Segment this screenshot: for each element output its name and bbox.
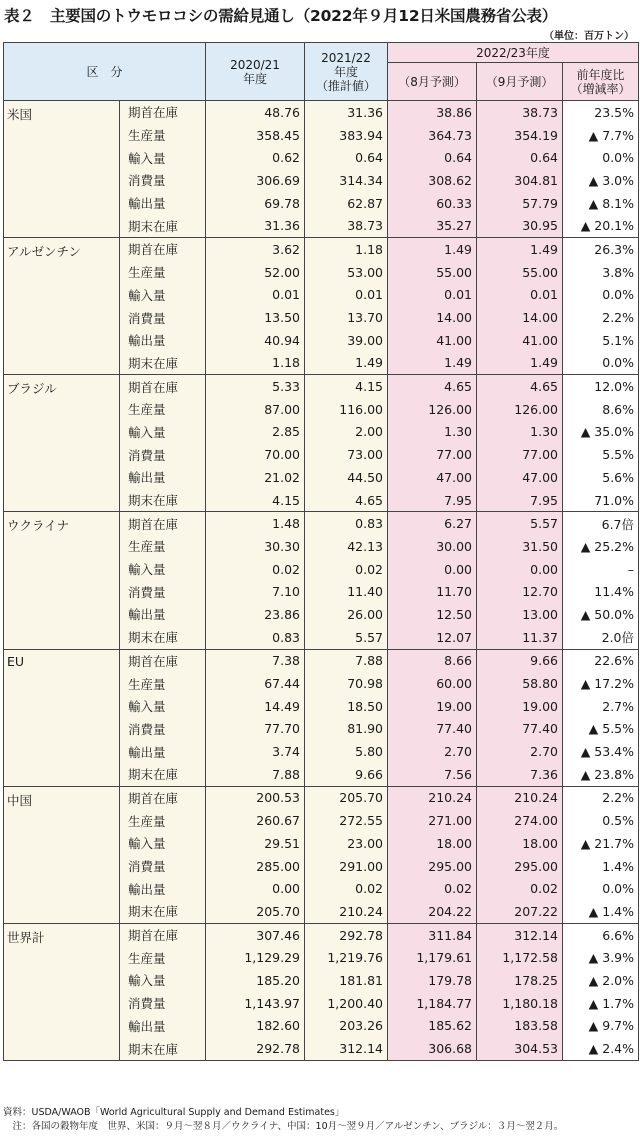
row-item: 生産量 xyxy=(120,398,206,421)
value-yoy: ▲ 5.5% xyxy=(563,718,639,741)
row-item: 期末在庫 xyxy=(120,214,206,237)
value-sep-forecast: 55.00 xyxy=(477,261,563,284)
row-item: 消費量 xyxy=(120,306,206,329)
value-2021-22: 383.94 xyxy=(305,124,388,147)
value-2021-22: 1,219.76 xyxy=(305,946,388,969)
value-yoy: ▲ 1.7% xyxy=(563,992,639,1015)
value-2020-21: 205.70 xyxy=(206,900,305,923)
value-2020-21: 23.86 xyxy=(206,603,305,626)
supply-demand-table xyxy=(3,42,639,1061)
value-yoy: ▲ 3.0% xyxy=(563,169,639,192)
value-2020-21: 77.70 xyxy=(206,718,305,741)
value-sep-forecast: 183.58 xyxy=(477,1015,563,1038)
value-yoy: 26.3% xyxy=(563,238,639,261)
value-2021-22: 314.34 xyxy=(305,169,388,192)
row-item: 生産量 xyxy=(120,535,206,558)
value-2021-22: 1.18 xyxy=(305,238,388,261)
value-2020-21: 306.69 xyxy=(206,169,305,192)
table-row xyxy=(4,786,639,809)
row-item: 期首在庫 xyxy=(120,786,206,809)
value-2020-21: 260.67 xyxy=(206,809,305,832)
value-aug-forecast: 18.00 xyxy=(388,832,477,855)
value-aug-forecast: 210.24 xyxy=(388,786,477,809)
row-item: 輸出量 xyxy=(120,329,206,352)
table-row xyxy=(4,238,639,261)
value-2020-21: 52.00 xyxy=(206,261,305,284)
value-aug-forecast: 0.64 xyxy=(388,146,477,169)
value-aug-forecast: 306.68 xyxy=(388,1037,477,1060)
value-sep-forecast: 1,172.58 xyxy=(477,946,563,969)
value-sep-forecast: 5.57 xyxy=(477,512,563,535)
value-aug-forecast: 60.00 xyxy=(388,672,477,695)
value-2020-21: 0.62 xyxy=(206,146,305,169)
value-sep-forecast: 1,180.18 xyxy=(477,992,563,1015)
value-2021-22: 312.14 xyxy=(305,1037,388,1060)
value-2021-22: 1.49 xyxy=(305,352,388,375)
value-yoy: 2.2% xyxy=(563,786,639,809)
value-2020-21: 69.78 xyxy=(206,192,305,215)
row-item: 期末在庫 xyxy=(120,1037,206,1060)
row-item: 輸入量 xyxy=(120,832,206,855)
row-item: 輸出量 xyxy=(120,192,206,215)
value-aug-forecast: 1.30 xyxy=(388,421,477,444)
value-yoy: ▲ 8.1% xyxy=(563,192,639,215)
value-sep-forecast: 7.95 xyxy=(477,489,563,512)
row-item: 期末在庫 xyxy=(120,352,206,375)
value-2021-22: 2.00 xyxy=(305,421,388,444)
row-item: 消費量 xyxy=(120,992,206,1015)
value-2021-22: 26.00 xyxy=(305,603,388,626)
row-item: 期末在庫 xyxy=(120,763,206,786)
value-yoy: 0.0% xyxy=(563,284,639,307)
value-sep-forecast: 0.64 xyxy=(477,146,563,169)
value-yoy: ▲ 2.0% xyxy=(563,969,639,992)
value-2021-22: 23.00 xyxy=(305,832,388,855)
value-2021-22: 18.50 xyxy=(305,695,388,718)
value-2020-21: 13.50 xyxy=(206,306,305,329)
row-item: 消費量 xyxy=(120,169,206,192)
value-sep-forecast: 30.95 xyxy=(477,214,563,237)
value-2020-21: 21.02 xyxy=(206,466,305,489)
value-sep-forecast: 9.66 xyxy=(477,649,563,672)
value-2020-21: 7.88 xyxy=(206,763,305,786)
row-item: 輸出量 xyxy=(120,1015,206,1038)
value-aug-forecast: 77.40 xyxy=(388,718,477,741)
value-2020-21: 307.46 xyxy=(206,923,305,946)
value-2020-21: 0.01 xyxy=(206,284,305,307)
value-yoy: ▲ 50.0% xyxy=(563,603,639,626)
value-aug-forecast: 41.00 xyxy=(388,329,477,352)
value-2020-21: 14.49 xyxy=(206,695,305,718)
value-sep-forecast: 1.30 xyxy=(477,421,563,444)
value-sep-forecast: 126.00 xyxy=(477,398,563,421)
value-yoy: 12.0% xyxy=(563,375,639,398)
value-2020-21: 48.76 xyxy=(206,101,305,124)
value-2021-22: 1,200.40 xyxy=(305,992,388,1015)
value-yoy: ▲ 1.4% xyxy=(563,900,639,923)
value-2020-21: 358.45 xyxy=(206,124,305,147)
value-sep-forecast: 41.00 xyxy=(477,329,563,352)
value-sep-forecast: 58.80 xyxy=(477,672,563,695)
value-sep-forecast: 354.19 xyxy=(477,124,563,147)
value-aug-forecast: 295.00 xyxy=(388,855,477,878)
value-sep-forecast: 210.24 xyxy=(477,786,563,809)
value-2021-22: 0.02 xyxy=(305,558,388,581)
value-aug-forecast: 1.49 xyxy=(388,352,477,375)
row-item: 輸入量 xyxy=(120,558,206,581)
value-yoy: 71.0% xyxy=(563,489,639,512)
value-aug-forecast: 47.00 xyxy=(388,466,477,489)
value-2021-22: 272.55 xyxy=(305,809,388,832)
value-aug-forecast: 185.62 xyxy=(388,1015,477,1038)
row-item: 消費量 xyxy=(120,718,206,741)
row-item: 期末在庫 xyxy=(120,900,206,923)
row-item: 生産量 xyxy=(120,946,206,969)
row-item: 輸入量 xyxy=(120,969,206,992)
source-note: 資料：USDA/WAOB「World Agricultural Supply and Demand Estimates」 xyxy=(3,1107,345,1118)
value-aug-forecast: 204.22 xyxy=(388,900,477,923)
value-2020-21: 2.85 xyxy=(206,421,305,444)
value-yoy: 0.0% xyxy=(563,877,639,900)
value-aug-forecast: 11.70 xyxy=(388,580,477,603)
value-sep-forecast: 77.00 xyxy=(477,443,563,466)
header-2020-21: 2020/21 年度 xyxy=(206,43,305,101)
value-sep-forecast: 1.49 xyxy=(477,238,563,261)
value-2021-22: 73.00 xyxy=(305,443,388,466)
row-item: 輸出量 xyxy=(120,603,206,626)
value-2020-21: 30.30 xyxy=(206,535,305,558)
value-yoy: 2.2% xyxy=(563,306,639,329)
unit-label: （単位：百万トン） xyxy=(544,31,634,42)
value-2021-22: 4.15 xyxy=(305,375,388,398)
value-sep-forecast: 178.25 xyxy=(477,969,563,992)
value-2020-21: 285.00 xyxy=(206,855,305,878)
value-2021-22: 70.98 xyxy=(305,672,388,695)
value-aug-forecast: 1.49 xyxy=(388,238,477,261)
value-2020-21: 0.00 xyxy=(206,877,305,900)
value-yoy: 6.6% xyxy=(563,923,639,946)
table-row xyxy=(4,101,639,124)
value-2021-22: 5.80 xyxy=(305,740,388,763)
value-2020-21: 1.48 xyxy=(206,512,305,535)
row-item: 生産量 xyxy=(120,809,206,832)
value-sep-forecast: 19.00 xyxy=(477,695,563,718)
value-yoy: 2.0倍 xyxy=(563,626,639,649)
row-item: 期末在庫 xyxy=(120,489,206,512)
value-yoy: 6.7倍 xyxy=(563,512,639,535)
country-label: EU xyxy=(4,649,120,786)
value-2020-21: 182.60 xyxy=(206,1015,305,1038)
value-2020-21: 4.15 xyxy=(206,489,305,512)
table-row xyxy=(4,375,639,398)
value-2021-22: 44.50 xyxy=(305,466,388,489)
value-sep-forecast: 57.79 xyxy=(477,192,563,215)
value-2020-21: 292.78 xyxy=(206,1037,305,1060)
value-2020-21: 67.44 xyxy=(206,672,305,695)
value-yoy: 8.6% xyxy=(563,398,639,421)
row-item: 生産量 xyxy=(120,124,206,147)
row-item: 消費量 xyxy=(120,580,206,603)
country-label: ブラジル xyxy=(4,375,120,512)
value-sep-forecast: 18.00 xyxy=(477,832,563,855)
value-2020-21: 5.33 xyxy=(206,375,305,398)
row-item: 輸入量 xyxy=(120,146,206,169)
value-2020-21: 7.38 xyxy=(206,649,305,672)
value-aug-forecast: 19.00 xyxy=(388,695,477,718)
row-item: 生産量 xyxy=(120,261,206,284)
table-row xyxy=(4,923,639,946)
value-aug-forecast: 6.27 xyxy=(388,512,477,535)
value-2020-21: 7.10 xyxy=(206,580,305,603)
value-aug-forecast: 311.84 xyxy=(388,923,477,946)
value-2021-22: 205.70 xyxy=(305,786,388,809)
value-aug-forecast: 271.00 xyxy=(388,809,477,832)
value-sep-forecast: 304.53 xyxy=(477,1037,563,1060)
header-2022-23: 2022/23年度 xyxy=(388,43,639,63)
value-2020-21: 1,143.97 xyxy=(206,992,305,1015)
value-aug-forecast: 12.07 xyxy=(388,626,477,649)
value-yoy: 0.0% xyxy=(563,352,639,375)
value-2021-22: 210.24 xyxy=(305,900,388,923)
header-sep-forecast: （9月予測） xyxy=(477,63,563,101)
value-2021-22: 31.36 xyxy=(305,101,388,124)
value-2020-21: 3.62 xyxy=(206,238,305,261)
value-aug-forecast: 55.00 xyxy=(388,261,477,284)
value-2021-22: 0.01 xyxy=(305,284,388,307)
value-yoy: ▲ 17.2% xyxy=(563,672,639,695)
value-sep-forecast: 7.36 xyxy=(477,763,563,786)
value-aug-forecast: 364.73 xyxy=(388,124,477,147)
value-yoy: 3.8% xyxy=(563,261,639,284)
row-item: 消費量 xyxy=(120,855,206,878)
value-aug-forecast: 0.01 xyxy=(388,284,477,307)
country-label: アルゼンチン xyxy=(4,238,120,375)
value-2021-22: 292.78 xyxy=(305,923,388,946)
value-sep-forecast: 4.65 xyxy=(477,375,563,398)
value-sep-forecast: 2.70 xyxy=(477,740,563,763)
row-item: 期首在庫 xyxy=(120,375,206,398)
value-aug-forecast: 4.65 xyxy=(388,375,477,398)
value-yoy: ▲ 25.2% xyxy=(563,535,639,558)
value-2021-22: 291.00 xyxy=(305,855,388,878)
value-sep-forecast: 31.50 xyxy=(477,535,563,558)
row-item: 期末在庫 xyxy=(120,626,206,649)
value-2020-21: 0.83 xyxy=(206,626,305,649)
value-yoy: 0.0% xyxy=(563,146,639,169)
table-row xyxy=(4,649,639,672)
value-yoy: ▲ 20.1% xyxy=(563,214,639,237)
value-2021-22: 39.00 xyxy=(305,329,388,352)
value-sep-forecast: 207.22 xyxy=(477,900,563,923)
row-item: 期首在庫 xyxy=(120,238,206,261)
row-item: 生産量 xyxy=(120,672,206,695)
value-yoy: ▲ 2.4% xyxy=(563,1037,639,1060)
value-2020-21: 0.02 xyxy=(206,558,305,581)
value-2021-22: 0.64 xyxy=(305,146,388,169)
value-sep-forecast: 11.37 xyxy=(477,626,563,649)
value-aug-forecast: 0.00 xyxy=(388,558,477,581)
value-2020-21: 200.53 xyxy=(206,786,305,809)
value-aug-forecast: 14.00 xyxy=(388,306,477,329)
value-2021-22: 9.66 xyxy=(305,763,388,786)
value-yoy: 5.6% xyxy=(563,466,639,489)
header-yoy: 前年度比 （増減率） xyxy=(563,63,639,101)
value-sep-forecast: 77.40 xyxy=(477,718,563,741)
value-aug-forecast: 179.78 xyxy=(388,969,477,992)
value-2021-22: 13.70 xyxy=(305,306,388,329)
header-aug-forecast: （8月予測） xyxy=(388,63,477,101)
footnotes xyxy=(3,1106,563,1134)
value-yoy: ▲ 3.9% xyxy=(563,946,639,969)
value-2020-21: 31.36 xyxy=(206,214,305,237)
value-2021-22: 11.40 xyxy=(305,580,388,603)
value-2021-22: 42.13 xyxy=(305,535,388,558)
value-sep-forecast: 304.81 xyxy=(477,169,563,192)
value-yoy: 23.5% xyxy=(563,101,639,124)
value-sep-forecast: 13.00 xyxy=(477,603,563,626)
value-2020-21: 185.20 xyxy=(206,969,305,992)
row-item: 期首在庫 xyxy=(120,101,206,124)
value-aug-forecast: 308.62 xyxy=(388,169,477,192)
value-aug-forecast: 1,179.61 xyxy=(388,946,477,969)
value-aug-forecast: 1,184.77 xyxy=(388,992,477,1015)
value-2020-21: 70.00 xyxy=(206,443,305,466)
value-sep-forecast: 274.00 xyxy=(477,809,563,832)
row-item: 期首在庫 xyxy=(120,512,206,535)
value-yoy: ▲ 9.7% xyxy=(563,1015,639,1038)
row-item: 期首在庫 xyxy=(120,649,206,672)
value-yoy: ▲ 53.4% xyxy=(563,740,639,763)
value-2021-22: 181.81 xyxy=(305,969,388,992)
value-sep-forecast: 295.00 xyxy=(477,855,563,878)
value-sep-forecast: 0.01 xyxy=(477,284,563,307)
value-aug-forecast: 7.56 xyxy=(388,763,477,786)
value-yoy: ▲ 35.0% xyxy=(563,421,639,444)
value-aug-forecast: 35.27 xyxy=(388,214,477,237)
value-2021-22: 4.65 xyxy=(305,489,388,512)
value-sep-forecast: 38.73 xyxy=(477,101,563,124)
value-sep-forecast: 47.00 xyxy=(477,466,563,489)
value-aug-forecast: 12.50 xyxy=(388,603,477,626)
value-2020-21: 1,129.29 xyxy=(206,946,305,969)
value-2021-22: 0.02 xyxy=(305,877,388,900)
country-label: ウクライナ xyxy=(4,512,120,649)
row-item: 輸出量 xyxy=(120,877,206,900)
country-label: 中国 xyxy=(4,786,120,923)
value-2020-21: 87.00 xyxy=(206,398,305,421)
value-2021-22: 0.83 xyxy=(305,512,388,535)
header-2021-22: 2021/22 年度 （推計値） xyxy=(305,43,388,101)
value-2021-22: 81.90 xyxy=(305,718,388,741)
value-sep-forecast: 1.49 xyxy=(477,352,563,375)
table-body xyxy=(4,101,639,1061)
value-2021-22: 38.73 xyxy=(305,214,388,237)
value-2020-21: 1.18 xyxy=(206,352,305,375)
row-item: 輸出量 xyxy=(120,740,206,763)
value-aug-forecast: 77.00 xyxy=(388,443,477,466)
value-yoy: ▲ 7.7% xyxy=(563,124,639,147)
value-yoy: 5.5% xyxy=(563,443,639,466)
table-row xyxy=(4,512,639,535)
value-sep-forecast: 312.14 xyxy=(477,923,563,946)
value-yoy: ▲ 21.7% xyxy=(563,832,639,855)
value-yoy: ▲ 23.8% xyxy=(563,763,639,786)
value-2021-22: 203.26 xyxy=(305,1015,388,1038)
value-yoy: 22.6% xyxy=(563,649,639,672)
value-2020-21: 29.51 xyxy=(206,832,305,855)
row-item: 輸入量 xyxy=(120,284,206,307)
value-2021-22: 7.88 xyxy=(305,649,388,672)
value-yoy: 11.4% xyxy=(563,580,639,603)
value-yoy: 5.1% xyxy=(563,329,639,352)
value-aug-forecast: 126.00 xyxy=(388,398,477,421)
value-2021-22: 5.57 xyxy=(305,626,388,649)
value-aug-forecast: 0.02 xyxy=(388,877,477,900)
value-aug-forecast: 38.86 xyxy=(388,101,477,124)
value-sep-forecast: 0.00 xyxy=(477,558,563,581)
row-item: 輸入量 xyxy=(120,421,206,444)
row-item: 輸出量 xyxy=(120,466,206,489)
row-item: 輸入量 xyxy=(120,695,206,718)
row-item: 消費量 xyxy=(120,443,206,466)
country-label: 米国 xyxy=(4,101,120,238)
value-aug-forecast: 30.00 xyxy=(388,535,477,558)
value-aug-forecast: 2.70 xyxy=(388,740,477,763)
header-category: 区 分 xyxy=(4,43,206,101)
value-2021-22: 53.00 xyxy=(305,261,388,284)
value-2020-21: 40.94 xyxy=(206,329,305,352)
value-sep-forecast: 0.02 xyxy=(477,877,563,900)
value-yoy: 0.5% xyxy=(563,809,639,832)
value-2021-22: 62.87 xyxy=(305,192,388,215)
value-yoy: 2.7% xyxy=(563,695,639,718)
country-label: 世界計 xyxy=(4,923,120,1060)
crop-year-note: 注：各国の穀物年度 世界、米国：９月～翌８月／ウクライナ、中国：10月～翌９月／アルゼンチン、ブラジル：３月～翌２月。 xyxy=(3,1121,564,1132)
row-item: 期首在庫 xyxy=(120,923,206,946)
value-sep-forecast: 12.70 xyxy=(477,580,563,603)
value-aug-forecast: 60.33 xyxy=(388,192,477,215)
value-aug-forecast: 8.66 xyxy=(388,649,477,672)
value-2021-22: 116.00 xyxy=(305,398,388,421)
value-yoy: – xyxy=(563,558,639,581)
table-title: 表２ 主要国のトウモロコシの需給見通し（2022年９月12日米国農務省公表） xyxy=(4,7,558,25)
value-2020-21: 3.74 xyxy=(206,740,305,763)
value-sep-forecast: 14.00 xyxy=(477,306,563,329)
value-aug-forecast: 7.95 xyxy=(388,489,477,512)
value-yoy: 1.4% xyxy=(563,855,639,878)
